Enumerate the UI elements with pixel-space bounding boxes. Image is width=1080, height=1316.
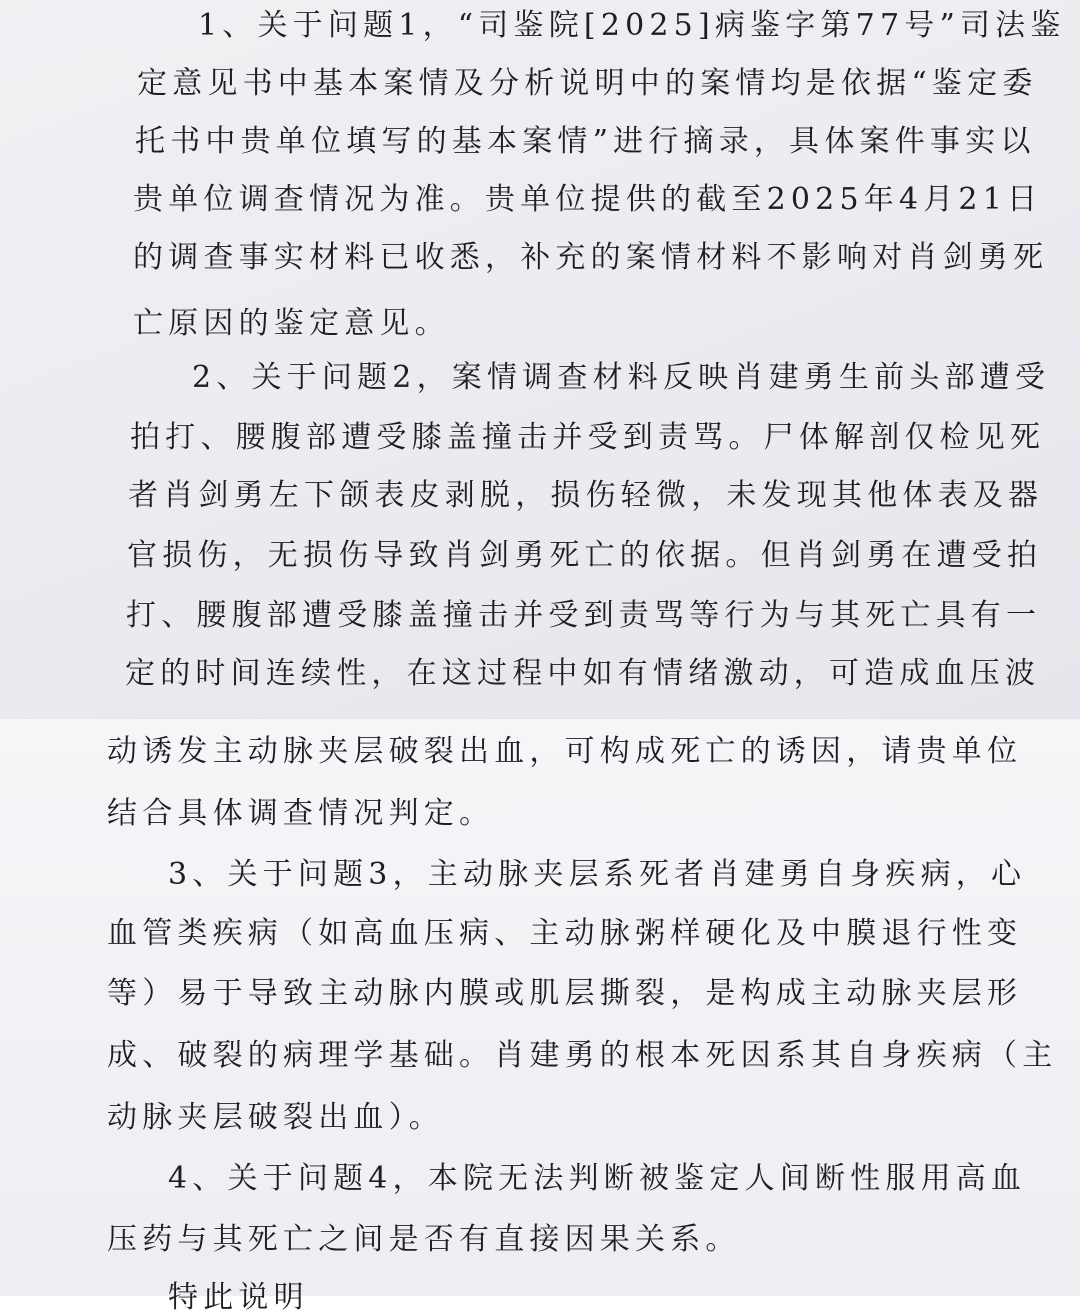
text-line: 成、破裂的病理学基础。肖建勇的根本死因系其自身疾病（主 <box>107 1038 1058 1073</box>
text-line: 2、关于问题2，案情调查材料反映肖建勇生前头部遭受 <box>192 360 1051 395</box>
text-line: 拍打、腰腹部遭受膝盖撞击并受到责骂。尸体解剖仅检见死 <box>130 420 1046 455</box>
text-line: 的调查事实材料已收悉，补充的案情材料不影响对肖剑勇死 <box>133 240 1049 275</box>
text-line: 定意见书中基本案情及分析说明中的案情均是依据“鉴定委 <box>137 66 1038 101</box>
text-line: 亡原因的鉴定意见。 <box>133 306 450 341</box>
text-line: 结合具体调查情况判定。 <box>107 796 495 831</box>
text-line: 官损伤，无损伤导致肖剑勇死亡的依据。但肖剑勇在遭受拍 <box>127 538 1043 573</box>
text-line: 贵单位调查情况为准。贵单位提供的截至2025年4月21日 <box>133 182 1043 217</box>
text-line: 血管类疾病（如高血压病、主动脉粥样硬化及中膜退行性变 <box>107 916 1023 951</box>
text-line: 动脉夹层破裂出血）。 <box>107 1100 444 1135</box>
document-photo-bottom <box>0 720 1080 1315</box>
text-line: 压药与其死亡之间是否有直接因果关系。 <box>107 1222 741 1257</box>
text-line: 3、关于问题3，主动脉夹层系死者肖建勇自身疾病，心 <box>168 857 1027 892</box>
text-line: 定的时间连续性，在这过程中如有情绪激动，可造成血压波 <box>125 656 1041 691</box>
text-line: 4、关于问题4，本院无法判断被鉴定人间断性服用高血 <box>168 1161 1027 1196</box>
text-line: 托书中贵单位填写的基本案情”进行摘录，具体案件事实以 <box>135 124 1036 159</box>
text-line: 特此说明 <box>168 1280 309 1315</box>
text-line: 打、腰腹部遭受膝盖撞击并受到责骂等行为与其死亡具有一 <box>126 598 1042 633</box>
text-line: 动诱发主动脉夹层破裂出血，可构成死亡的诱因，请贵单位 <box>107 734 1023 769</box>
text-line: 等）易于导致主动脉内膜或肌层撕裂，是构成主动脉夹层形 <box>107 976 1023 1011</box>
text-line: 者肖剑勇左下颌表皮剥脱，损伤轻微，未发现其他体表及器 <box>128 478 1044 513</box>
text-line: 1、关于问题1，“司鉴院[2025]病鉴字第77号”司法鉴 <box>198 8 1066 43</box>
